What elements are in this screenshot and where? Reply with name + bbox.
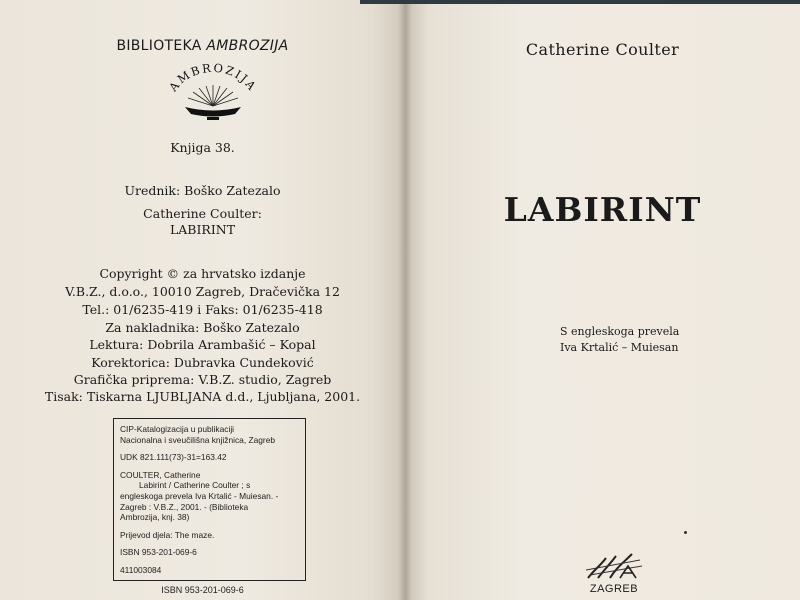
copyright-line-2: V.B.Z., d.o.o., 10010 Zagreb, Dračevička 12 bbox=[65, 284, 340, 299]
translator-name: Iva Krtalić – Muiesan bbox=[560, 341, 679, 354]
copyright-line-8: Tisak: Tiskarna LJUBLJANA d.d., Ljubljana, 2001. bbox=[44, 389, 361, 404]
cip-record-number: 411003084 bbox=[120, 564, 162, 575]
isbn-footer: ISBN 953-201-069-6 bbox=[161, 585, 244, 595]
copyright-line-6: Korektorica: Dubravka Cundeković bbox=[91, 355, 314, 370]
copyright-line-3: Tel.: 01/6235-419 i Faks: 01/6235-418 bbox=[82, 302, 323, 317]
cip-isbn: ISBN 953-201-069-6 bbox=[120, 547, 197, 558]
copyright-line-1: Copyright © za hrvatsko izdanje bbox=[99, 266, 306, 281]
publisher-city: ZAGREB bbox=[589, 583, 639, 595]
book-spine bbox=[398, 0, 412, 600]
cip-header-1: CIP-Katalogizacija u publikaciji bbox=[120, 424, 235, 434]
series-name: AMBROZIJA bbox=[206, 38, 289, 54]
copyright-line-4: Za nakladnika: Boško Zatezalo bbox=[105, 320, 300, 335]
cip-catalog-box bbox=[113, 418, 306, 581]
cip-desc-2: engleskoga prevela Iva Krtalić - Muiesan. - bbox=[120, 490, 279, 501]
print-speck bbox=[684, 531, 687, 534]
author-line: Catherine Coulter: bbox=[143, 206, 262, 221]
series-prefix: BIBLIOTEKA bbox=[116, 38, 202, 54]
cover-edge bbox=[360, 0, 800, 4]
ambrozija-logo-icon bbox=[163, 62, 263, 126]
copyright-line-5: Lektura: Dobrila Arambašić – Kopal bbox=[89, 337, 316, 352]
title-page-title: LABIRINT bbox=[503, 190, 702, 229]
editor-line: Urednik: Boško Zatezalo bbox=[124, 183, 281, 198]
translated-by: S engleskoga prevela bbox=[560, 325, 680, 338]
vbz-publisher-logo-icon bbox=[580, 548, 650, 584]
book-number: Knjiga 38. bbox=[170, 140, 235, 155]
logo-text: AMBROZIJA bbox=[166, 62, 260, 95]
right-page bbox=[405, 0, 800, 600]
cip-original-title: Prijevod djela: The maze. bbox=[120, 529, 215, 540]
title-line: LABIRINT bbox=[169, 222, 236, 237]
cip-desc-3: Zagreb : V.B.Z., 2001. - (Biblioteka bbox=[120, 501, 249, 512]
cip-desc-4: Ambrozija, knj. 38) bbox=[120, 512, 190, 523]
copyright-line-7: Grafička priprema: V.B.Z. studio, Zagreb bbox=[73, 372, 332, 387]
cip-entry: COULTER, Catherine bbox=[120, 469, 201, 480]
title-page-author: Catherine Coulter bbox=[525, 40, 680, 59]
cip-header-2: Nacionalna i sveučilišna knjižnica, Zagreb bbox=[120, 434, 276, 445]
cip-desc-1: Labirint / Catherine Coulter ; s bbox=[139, 480, 251, 491]
series-heading bbox=[0, 38, 405, 54]
cip-udk: UDK 821.111(73)-31=163.42 bbox=[120, 452, 227, 463]
